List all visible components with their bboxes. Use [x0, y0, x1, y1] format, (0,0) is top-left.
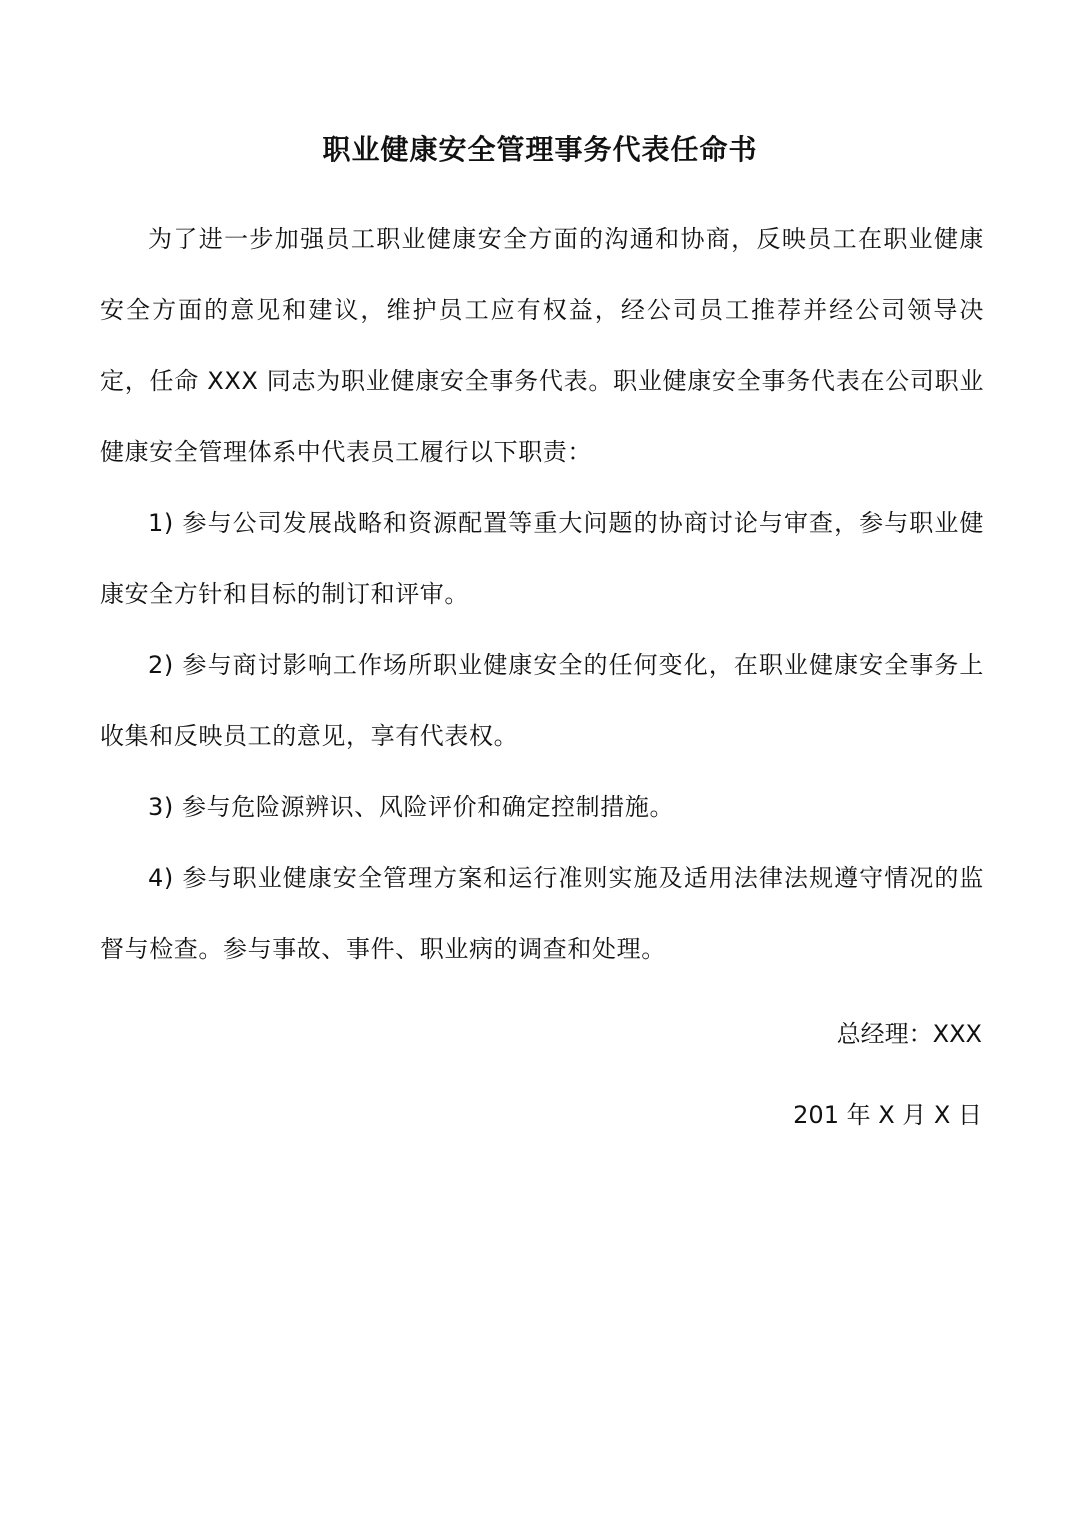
duty-item-1: 1) 参与公司发展战略和资源配置等重大问题的协商讨论与审查，参与职业健康安全方针和目标的制订和评审。	[100, 509, 984, 608]
duty-item-4: 4) 参与职业健康安全管理方案和运行准则实施及适用法律法规遵守情况的监督与检查。参与事故、事件、职业病的调查和处理。	[100, 864, 984, 963]
duty-item-2: 2) 参与商讨影响工作场所职业健康安全的任何变化，在职业健康安全事务上收集和反映员工的意见，享有代表权。	[100, 651, 984, 750]
signer-line: 总经理：XXX	[836, 1020, 982, 1048]
document-title: 职业健康安全管理事务代表任命书	[322, 133, 758, 166]
intro-paragraph: 为了进一步加强员工职业健康安全方面的沟通和协商，反映员工在职业健康安全方面的意见和建议，维护员工应有权益，经公司员工推荐并经公司领导决定，任命 XXX 同志为职业健康安全事务代表。职业健康安全事务代表在公司职业健康安全管理体系中代表员工履行以下职责：	[100, 225, 984, 466]
date-line: 201 年 X 月 X 日	[793, 1101, 982, 1129]
duty-item-3: 3) 参与危险源辨识、风险评价和确定控制措施。	[148, 793, 675, 821]
